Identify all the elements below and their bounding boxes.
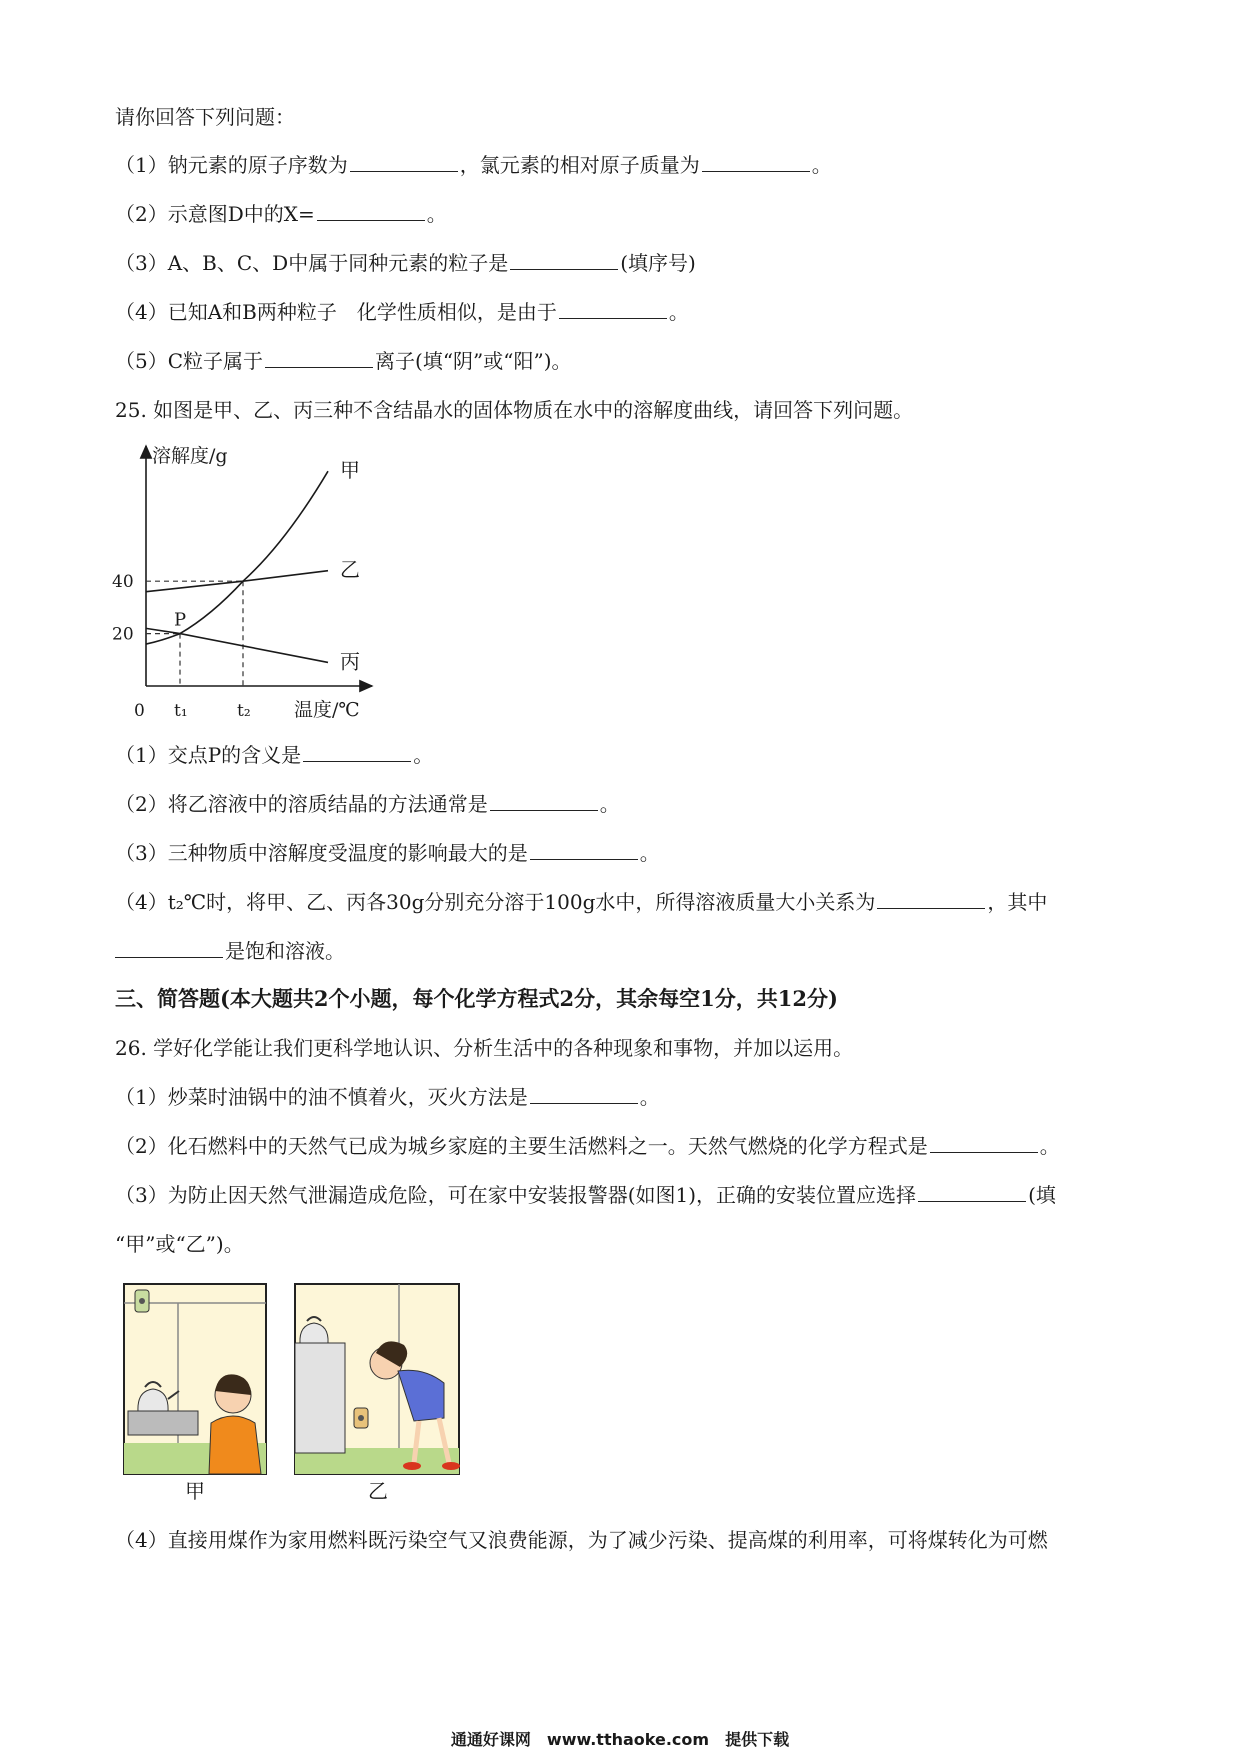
q24-intro: 请你回答下列问题： — [115, 105, 295, 129]
alarm-placement-figure — [123, 1283, 463, 1513]
answer-blank[interactable] — [930, 1134, 1038, 1153]
q26-part1: （1）炒菜时油锅中的油不慎着火，灭火方法是 。 — [115, 1085, 660, 1109]
series-label-2: 乙 — [340, 557, 360, 582]
scene-left — [124, 1284, 266, 1474]
answer-blank[interactable] — [702, 153, 810, 172]
x-tick-label-1: t₁ — [174, 701, 188, 721]
x-axis-label: 温度/℃ — [294, 699, 360, 721]
series-label-3: 丙 — [340, 649, 360, 674]
origin-label: 0 — [134, 701, 145, 721]
q25-stem: 25. 如图是甲、乙、丙三种不含结晶水的固体物质在水中的溶解度曲线，请回答下列问题。 — [115, 398, 914, 422]
q25-part4: （4）t₂℃时，将甲、乙、丙各30g分别充分溶于100g水中，所得溶液质量大小关系为 ，其中 — [115, 890, 1048, 914]
answer-blank[interactable] — [303, 743, 411, 762]
y-axis-label: 溶解度/g — [152, 445, 228, 467]
answer-blank[interactable] — [490, 792, 598, 811]
point-p-label: P — [174, 609, 187, 631]
q25-part2: （2）将乙溶液中的溶质结晶的方法通常是 。 — [115, 792, 620, 816]
x-tick-label-2: t₂ — [237, 701, 251, 721]
y-tick-label-2: 40 — [112, 572, 134, 593]
answer-blank[interactable] — [510, 251, 618, 270]
figure-label-right: 乙 — [368, 1479, 388, 1503]
q24-part2: （2）示意图D中的X= 。 — [115, 202, 447, 226]
q26-stem: 26. 学好化学能让我们更科学地认识、分析生活中的各种现象和事物，并加以运用。 — [115, 1036, 854, 1060]
answer-blank[interactable] — [317, 202, 425, 221]
q24-part3: （3）A、B、C、D中属于同种元素的粒子是 (填序号) — [115, 251, 696, 275]
figure-label-left: 甲 — [185, 1479, 205, 1503]
answer-blank[interactable] — [265, 349, 373, 368]
answer-blank[interactable] — [530, 841, 638, 860]
footer-credit: 通通好课网 www.tthaoke.com 提供下载 — [450, 1730, 790, 1749]
q26-part2: （2）化石燃料中的天然气已成为城乡家庭的主要生活燃料之一。天然气燃烧的化学方程式是 。 — [115, 1134, 1060, 1158]
q25-part1: （1）交点P的含义是 。 — [115, 743, 434, 767]
q25-part4-cont: 是饱和溶液。 — [115, 938, 345, 964]
q25-part3: （3）三种物质中溶解度受温度的影响最大的是 。 — [115, 841, 660, 865]
answer-blank[interactable] — [115, 939, 223, 958]
answer-blank[interactable] — [350, 153, 458, 172]
section-heading: 三、简答题(本大题共2个小题，每个化学方程式2分，其余每空1分，共12分) — [115, 986, 838, 1011]
q26-part3: （3）为防止因天然气泄漏造成危险，可在家中安装报警器(如图1)，正确的安装位置应选择 (填 — [115, 1183, 1056, 1207]
q24-part1: （1）钠元素的原子序数为 ，氯元素的相对原子质量为 。 — [115, 153, 832, 177]
answer-blank[interactable] — [530, 1085, 638, 1104]
q26-part3-cont: “甲”或“乙”)。 — [115, 1232, 244, 1256]
solubility-chart — [110, 438, 410, 728]
q24-part5: （5）C粒子属于 离子(填“阴”或“阳”)。 — [115, 349, 572, 373]
answer-blank[interactable] — [877, 890, 985, 909]
q26-part4: （4）直接用煤作为家用燃料既污染空气又浪费能源，为了减少污染、提高煤的利用率，可将煤转化为可燃 — [115, 1528, 1048, 1552]
series-label-1: 甲 — [340, 458, 360, 483]
q24-part4: （4）已知A和B两种粒子 化学性质相似，是由于 。 — [115, 300, 689, 324]
answer-blank[interactable] — [918, 1183, 1026, 1202]
scene-right — [295, 1284, 460, 1474]
answer-blank[interactable] — [559, 300, 667, 319]
y-tick-label-1: 20 — [112, 624, 134, 645]
